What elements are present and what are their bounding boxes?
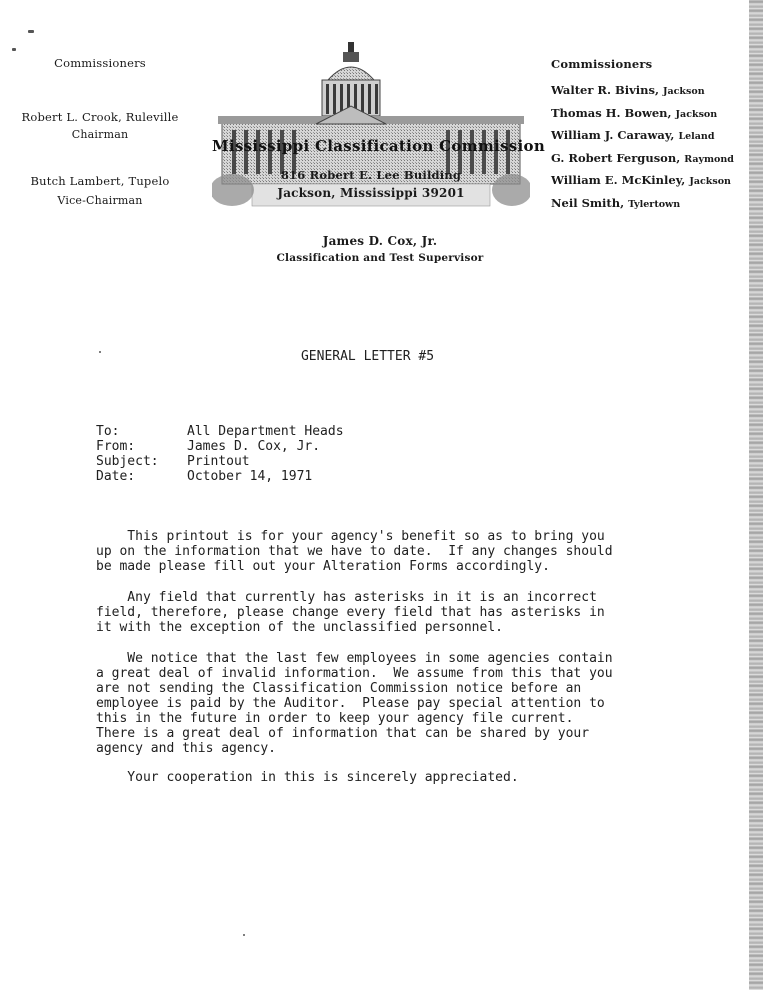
agency-name: Mississippi Classification Commission (212, 137, 546, 155)
memo-row-to: To: All Department Heads (96, 424, 344, 439)
scan-speck (28, 30, 34, 33)
right-commissioners-heading: Commissioners (551, 57, 653, 71)
address-line-2: Jackson, Mississippi 39201 (277, 186, 465, 200)
scan-speck (12, 48, 16, 51)
left-commissioner-name: Butch Lambert, Tupelo (30, 174, 170, 188)
left-commissioner-name: Robert L. Crook, Ruleville (21, 110, 179, 124)
supervisor-name: James D. Cox, Jr. (322, 234, 438, 248)
body-paragraph: Any field that currently has asterisks in it is an incorrect field, therefore, please change every field that has asterisks in it with the exception of the unclassified personnel. (96, 590, 605, 635)
letter-heading: GENERAL LETTER #5 (300, 349, 435, 364)
scan-edge-artifact (749, 0, 763, 990)
memo-row-date: Date: October 14, 1971 (96, 469, 313, 484)
right-commissioner: William J. Caraway, Leland (551, 128, 715, 142)
right-commissioner: Thomas H. Bowen, Jackson (551, 105, 718, 120)
address-line-1: 816 Robert E. Lee Building (280, 168, 462, 182)
memo-row-from: From: James D. Cox, Jr. (96, 439, 321, 454)
body-paragraph: We notice that the last few employees in some agencies contain a great deal of invalid information. We assume from this that you are not sending the Classification Commission notice before an employee is paid by the Auditor. Please pay special attention to this in the future in order to keep your agency file current. There is a great deal of information that can be shared by your agency and this agency. (96, 651, 613, 756)
memo-row-subject: Subject: Printout (96, 454, 250, 469)
scan-speck (99, 351, 101, 353)
right-commissioner: Walter R. Bivins, Jackson (551, 83, 705, 97)
left-commissioners-heading: Commissioners (54, 56, 146, 70)
memo-block (96, 424, 344, 484)
right-commissioner: William E. McKinley, Jackson (551, 173, 731, 187)
left-commissioner-title: Vice-Chairman (57, 194, 143, 207)
scan-speck (243, 934, 245, 936)
right-commissioners-list (551, 57, 751, 218)
body-paragraph: Your cooperation in this is sincerely appreciated. (96, 770, 519, 785)
right-commissioner: Neil Smith, Tylertown (551, 195, 681, 210)
right-commissioner: G. Robert Ferguson, Raymond (551, 150, 734, 165)
supervisor-title: Classification and Test Supervisor (276, 252, 484, 264)
left-commissioner-title: Chairman (71, 128, 129, 141)
body-paragraph: This printout is for your agency's benefit so as to bring you up on the information that we have to date. If any changes should be made please fill out your Alteration Forms accordingly. (96, 529, 613, 574)
